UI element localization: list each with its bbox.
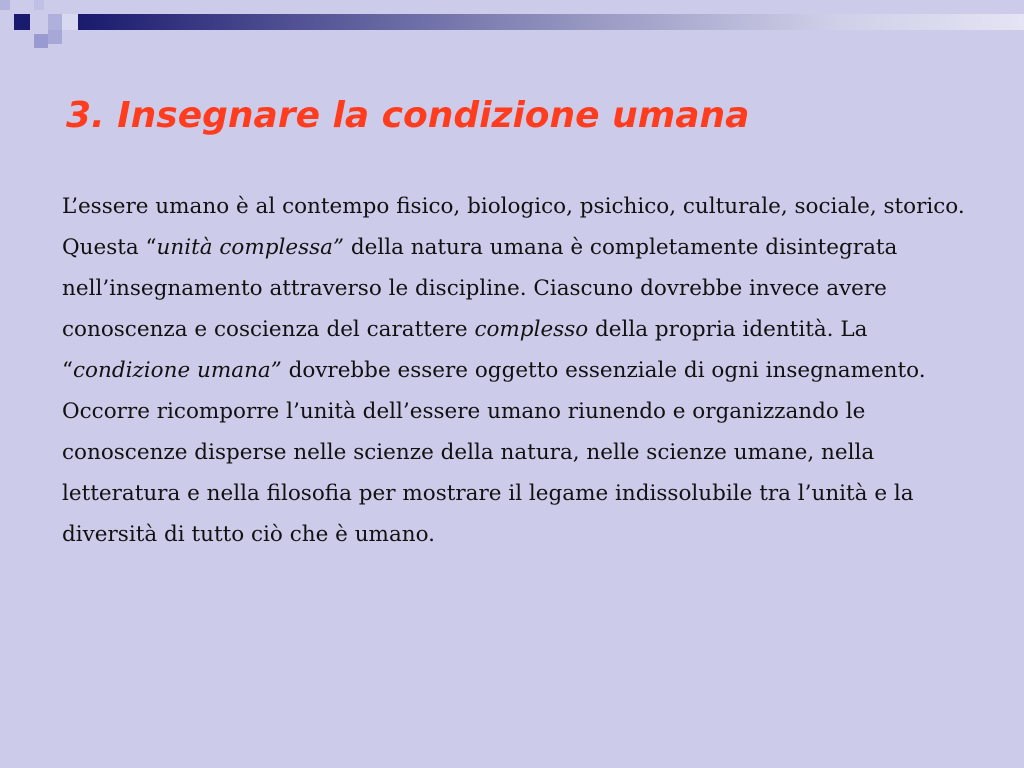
header-gradient-bar [78,14,1024,30]
emphasis-complesso: complesso [474,317,589,342]
paragraph-1-text: della propria identità. La “ [62,317,868,383]
emphasis-unita-complessa: unità complessa” [156,235,344,260]
slide-title: 3. Insegnare la condizione umana [66,95,750,136]
decorative-square [34,0,44,10]
emphasis-condizione-umana: condizione umana” [73,358,282,383]
body-paragraph-1 [62,186,982,391]
decorative-square [34,34,48,48]
decorative-square [0,0,10,10]
decorative-square [62,14,78,30]
body-paragraph-2: Occorre ricomporre l’unità dell’essere umano riunendo e organizzando le conoscenze disperse nelle scienze della natura, nelle scienze umane, nella letteratura e nella filosofia per mostrare il legame indissolubile tra l’unità e la diversità di tutto ciò che è umano. [62,399,914,547]
paragraph-1-text: della natura umana è completamente disintegrata nell’insegnamento attraverso le discipline. Ciascuno dovrebbe invece avere conoscenza e coscienza del carattere [62,235,898,342]
slide-body [62,186,982,555]
decorative-square [48,30,62,44]
paragraph-1-text: L’essere umano è al contempo fisico, biologico, psichico, culturale, sociale, storico. Questa “ [62,194,965,260]
decorative-square-navy [14,14,30,30]
paragraph-1-text: dovrebbe essere oggetto essenziale di ogni insegnamento. [281,358,926,383]
